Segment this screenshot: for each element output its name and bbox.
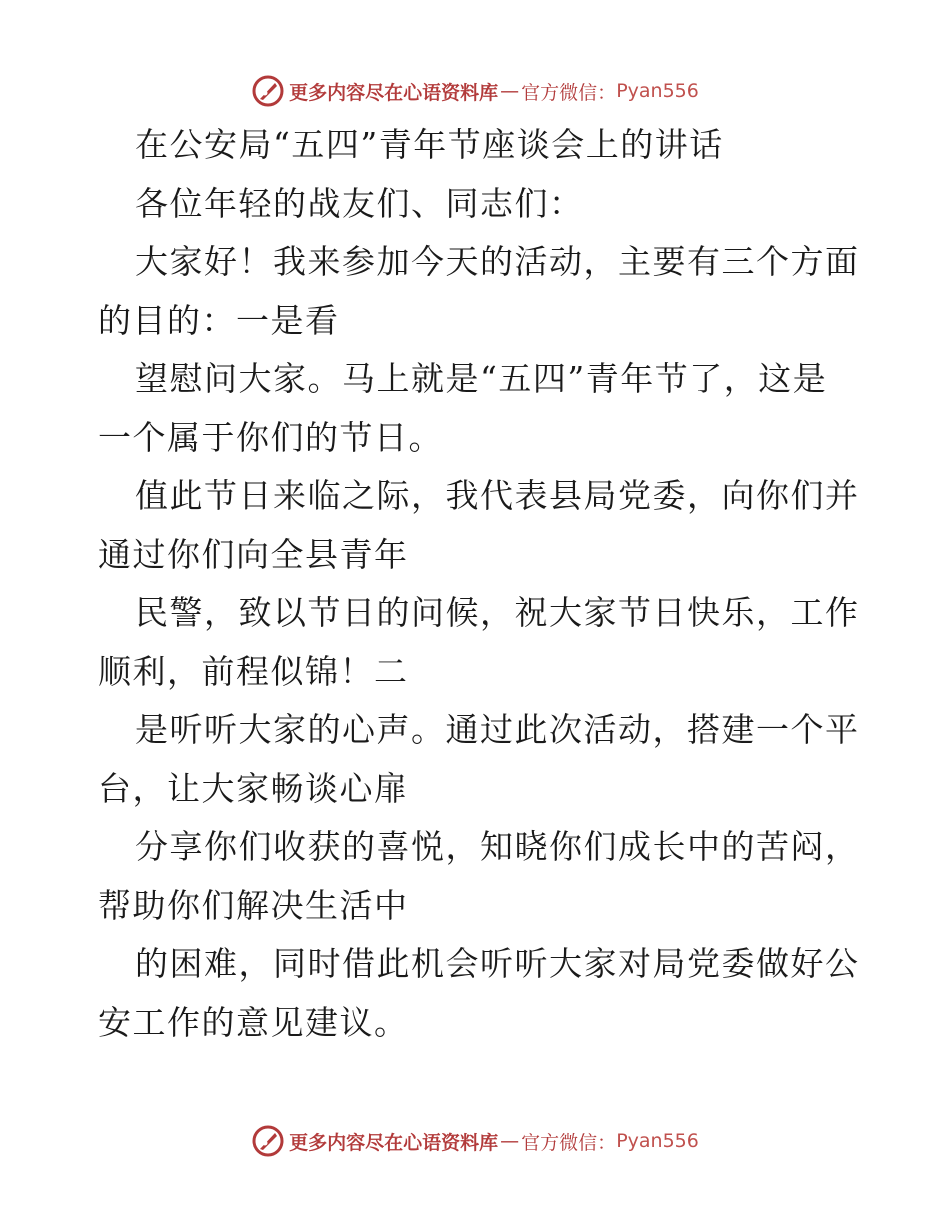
banner-text: 更多内容尽在心语资料库: [289, 81, 499, 104]
doc-line: 各位年轻的战友们、同志们：: [135, 183, 584, 223]
banner-text: 更多内容尽在心语资料库: [289, 1131, 499, 1154]
document-body: [98, 116, 858, 1052]
header-banner: [0, 71, 950, 111]
doc-line: 帮助你们解决生活中: [98, 885, 409, 925]
doc-line: 的困难，同时借此机会听听大家对局党委做好公: [135, 944, 860, 983]
doc-line: 安工作的意见建议。: [98, 1002, 409, 1042]
banner-wechat-label: 官方微信：: [521, 1131, 617, 1154]
banner-wechat-id: Pyan556: [616, 80, 699, 102]
doc-line: 的目的：一是看: [98, 300, 340, 340]
doc-line: 望慰问大家。马上就是“五四”青年节了，这是: [135, 359, 828, 398]
quill-logo-icon: [251, 74, 285, 108]
banner-wechat-label: 官方微信：: [521, 81, 617, 104]
doc-line: 分享你们收获的喜悦，知晓你们成长中的苦闷，: [135, 827, 860, 866]
banner-separator: —: [500, 1130, 520, 1152]
doc-line: 在公安局“五四”青年节座谈会上的讲话: [135, 125, 724, 164]
doc-line: 一个属于你们的节日。: [98, 417, 443, 457]
banner-wechat-id: Pyan556: [616, 1130, 699, 1152]
doc-line: 值此节日来临之际，我代表县局党委，向你们并: [135, 476, 860, 515]
quill-logo-icon: [251, 1124, 285, 1158]
doc-line: 顺利，前程似锦！二: [98, 651, 409, 691]
doc-line: 大家好！我来参加今天的活动，主要有三个方面: [135, 242, 860, 281]
doc-line: 是听听大家的心声。通过此次活动，搭建一个平: [135, 710, 860, 749]
footer-banner: [0, 1121, 950, 1161]
doc-line: 民警，致以节日的问候，祝大家节日快乐，工作: [135, 593, 860, 632]
doc-line: 通过你们向全县青年: [98, 534, 409, 574]
doc-line: 台，让大家畅谈心扉: [98, 768, 409, 808]
banner-separator: —: [500, 80, 520, 102]
